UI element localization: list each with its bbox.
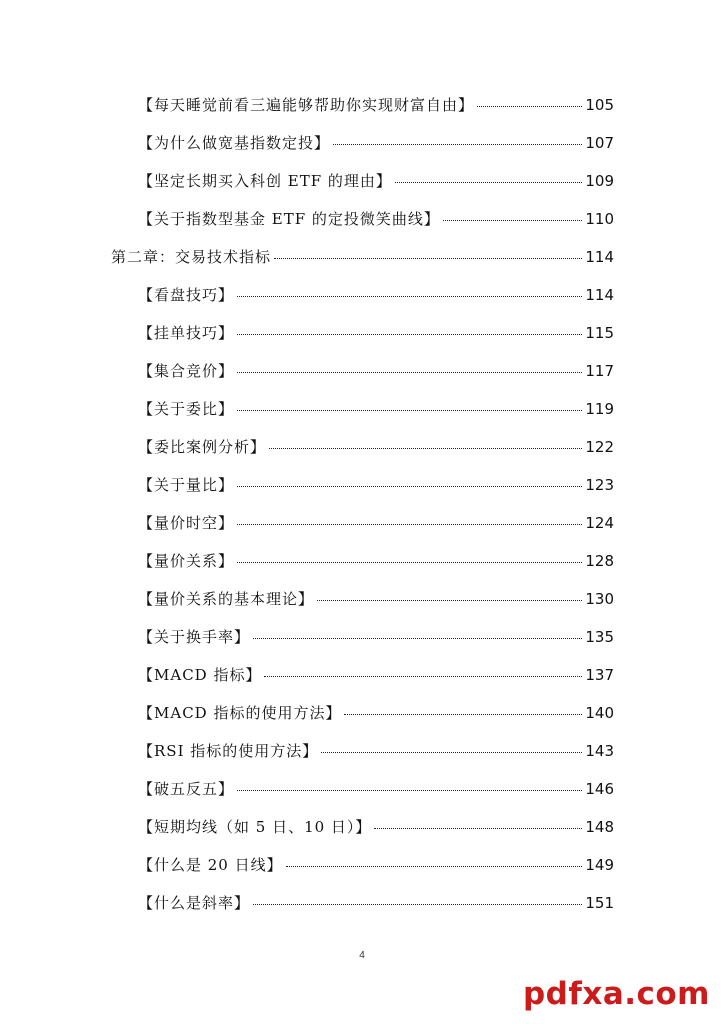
- toc-entry-page: 140: [585, 704, 614, 722]
- toc-entry-label: 【MACD 指标】: [138, 666, 262, 684]
- toc-leader-dots: [477, 106, 582, 107]
- toc-entry-page: 123: [585, 476, 614, 494]
- toc-entry-page: 148: [585, 818, 614, 836]
- toc-entry-label: 【为什么做宽基指数定投】: [138, 134, 331, 152]
- toc-entry-label: 【关于换手率】: [138, 628, 251, 646]
- toc-entry-label: 【集合竞价】: [138, 362, 235, 380]
- toc-entry-label: 【每天睡觉前看三遍能够帮助你实现财富自由】: [138, 96, 475, 114]
- toc-entry[interactable]: [138, 284, 614, 308]
- toc-entry[interactable]: [138, 94, 614, 118]
- toc-leader-dots: [344, 714, 582, 715]
- toc-entry-page: 114: [585, 248, 614, 266]
- toc-entry[interactable]: [138, 360, 614, 384]
- toc-entry-label: 【量价关系的基本理论】: [138, 590, 315, 608]
- toc-entry[interactable]: [138, 854, 614, 878]
- toc-entry-label: 【短期均线（如 5 日、10 日）】: [138, 818, 372, 836]
- toc-leader-dots: [253, 904, 582, 905]
- toc-entry[interactable]: [138, 208, 614, 232]
- toc-entry-label: 【委比案例分析】: [138, 438, 267, 456]
- toc-leader-dots: [395, 182, 582, 183]
- toc-entry-label: 【RSI 指标的使用方法】: [138, 742, 319, 760]
- toc-entry[interactable]: [138, 702, 614, 726]
- toc-leader-dots: [286, 866, 583, 867]
- toc-entry[interactable]: [138, 816, 614, 840]
- toc-entry[interactable]: [138, 550, 614, 574]
- toc-entry-page: 115: [585, 324, 614, 342]
- toc-entry-label: 【关于指数型基金 ETF 的定投微笑曲线】: [138, 210, 440, 228]
- toc-entry-label: 【MACD 指标的使用方法】: [138, 704, 342, 722]
- toc-entry[interactable]: [138, 778, 614, 802]
- toc-leader-dots: [374, 828, 582, 829]
- toc-entry-page: 117: [585, 362, 614, 380]
- toc-leader-dots: [237, 410, 582, 411]
- toc-entry-page: 151: [585, 894, 614, 912]
- watermark-logo: pdfxa.com: [522, 976, 710, 1012]
- toc-entry[interactable]: [138, 398, 614, 422]
- toc-entry-page: 110: [585, 210, 614, 228]
- toc-leader-dots: [237, 524, 582, 525]
- toc-leader-dots: [237, 562, 582, 563]
- toc-leader-dots: [317, 600, 582, 601]
- toc-entry[interactable]: [138, 626, 614, 650]
- toc-entry-page: 114: [585, 286, 614, 304]
- toc-entry-page: 143: [585, 742, 614, 760]
- toc-leader-dots: [321, 752, 582, 753]
- toc-leader-dots: [269, 448, 582, 449]
- toc-leader-dots: [274, 258, 582, 259]
- toc-entry-page: 137: [585, 666, 614, 684]
- toc-entry-label: 【挂单技巧】: [138, 324, 235, 342]
- toc-entry-page: 128: [585, 552, 614, 570]
- toc-leader-dots: [237, 486, 582, 487]
- toc-entry-page: 105: [585, 96, 614, 114]
- page-number: 4: [359, 950, 365, 961]
- toc-chapter-entry[interactable]: [111, 246, 614, 270]
- toc-leader-dots: [264, 676, 582, 677]
- toc-entry[interactable]: [138, 170, 614, 194]
- toc-leader-dots: [253, 638, 582, 639]
- toc-entry[interactable]: [138, 740, 614, 764]
- toc-entry[interactable]: [138, 588, 614, 612]
- toc-leader-dots: [333, 144, 582, 145]
- toc-entry-label: 【坚定长期买入科创 ETF 的理由】: [138, 172, 392, 190]
- toc-leader-dots: [237, 372, 582, 373]
- toc-entry-page: 124: [585, 514, 614, 532]
- toc-entry-page: 146: [585, 780, 614, 798]
- toc-entry[interactable]: [138, 132, 614, 156]
- toc-entry-page: 107: [585, 134, 614, 152]
- toc-entry[interactable]: [138, 436, 614, 460]
- toc-entry-page: 130: [585, 590, 614, 608]
- toc-entry-page: 119: [585, 400, 614, 418]
- toc-entry-label: 【看盘技巧】: [138, 286, 235, 304]
- toc-chapter-label: 第二章：交易技术指标: [111, 248, 272, 266]
- toc-entry-label: 【破五反五】: [138, 780, 235, 798]
- toc-leader-dots: [237, 334, 582, 335]
- toc-entry-page: 135: [585, 628, 614, 646]
- toc-entry[interactable]: [138, 664, 614, 688]
- toc-leader-dots: [237, 790, 582, 791]
- toc-leader-dots: [237, 296, 582, 297]
- toc-entry-label: 【什么是 20 日线】: [138, 856, 283, 874]
- toc-entry-page: 122: [585, 438, 614, 456]
- toc-entry[interactable]: [138, 322, 614, 346]
- toc-entry[interactable]: [138, 474, 614, 498]
- toc-entry-page: 149: [585, 856, 614, 874]
- toc-entry[interactable]: [138, 892, 614, 916]
- toc-entry-label: 【关于量比】: [138, 476, 235, 494]
- toc-entry[interactable]: [138, 512, 614, 536]
- toc-entry-label: 【量价时空】: [138, 514, 235, 532]
- toc-entry-label: 【关于委比】: [138, 400, 235, 418]
- toc-entry-label: 【量价关系】: [138, 552, 235, 570]
- toc-leader-dots: [443, 220, 582, 221]
- toc-entry-label: 【什么是斜率】: [138, 894, 251, 912]
- toc-entry-page: 109: [585, 172, 614, 190]
